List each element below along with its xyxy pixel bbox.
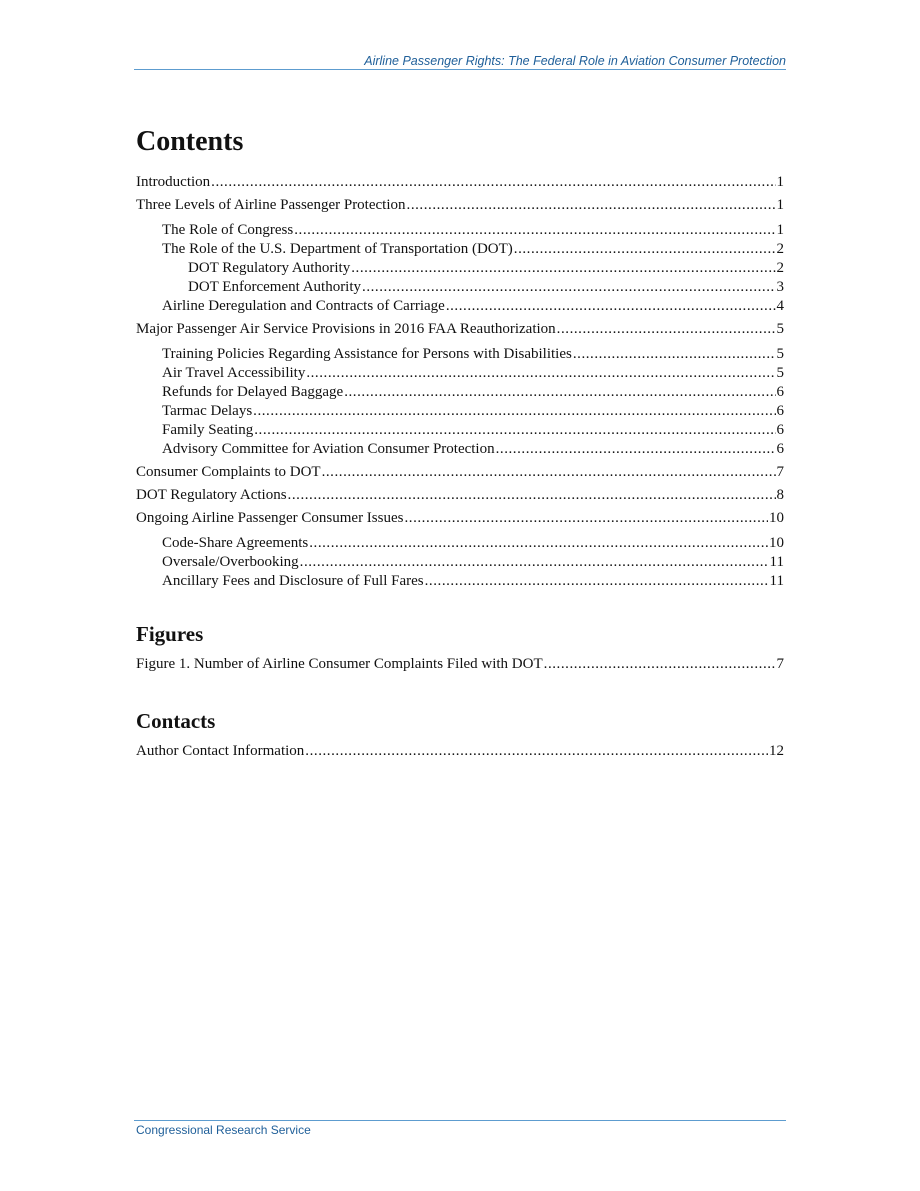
dot-leader (211, 173, 775, 192)
toc-entry[interactable] (136, 553, 784, 572)
toc-entry[interactable] (136, 297, 784, 316)
dot-leader (514, 240, 776, 259)
toc-entry-title: Author Contact Information (136, 743, 305, 759)
contacts-list (136, 742, 784, 761)
running-header-title: Airline Passenger Rights: The Federal Role in Aviation Consumer Protection (364, 54, 786, 68)
toc-entry[interactable] (136, 742, 784, 761)
toc-entry-page: 5 (776, 346, 784, 362)
dot-leader (351, 259, 775, 278)
toc-entry[interactable] (136, 572, 784, 591)
toc-entry-title: Introduction (136, 174, 211, 190)
toc-entry[interactable] (136, 259, 784, 278)
toc-entry-page: 2 (776, 260, 784, 276)
footer-rule (134, 1120, 786, 1121)
toc-entry-title: Advisory Committee for Aviation Consumer Protection (162, 441, 495, 457)
toc-entry[interactable] (136, 534, 784, 553)
contents-heading: Contents (136, 126, 244, 157)
dot-leader (344, 383, 775, 402)
toc-entry-title: DOT Enforcement Authority (188, 279, 362, 295)
toc-entry[interactable] (136, 364, 784, 383)
toc-entry-title: The Role of the U.S. Department of Transportation (DOT) (162, 241, 513, 257)
toc-entry-page: 7 (776, 464, 784, 480)
toc-entry-page: 11 (769, 554, 784, 570)
toc-entry-title: Ongoing Airline Passenger Consumer Issues (136, 510, 404, 526)
toc-entry[interactable] (136, 486, 784, 505)
spacer (136, 674, 784, 708)
toc-entry-page: 6 (776, 422, 784, 438)
dot-leader (496, 440, 776, 459)
toc-entry-title: Ancillary Fees and Disclosure of Full Fares (162, 573, 424, 589)
dot-leader (300, 553, 769, 572)
toc-entry-page: 1 (776, 197, 784, 213)
toc-entry-title: Code-Share Agreements (162, 535, 309, 551)
dot-leader (573, 345, 776, 364)
dot-leader (306, 364, 775, 383)
toc-entry[interactable] (136, 440, 784, 459)
dot-leader (557, 320, 776, 339)
dot-leader (425, 572, 769, 591)
toc-entry[interactable] (136, 421, 784, 440)
toc-entry-title: Major Passenger Air Service Provisions in 2016 FAA Reauthorization (136, 321, 556, 337)
toc-entry-page: 4 (776, 298, 784, 314)
toc-entry[interactable] (136, 655, 784, 674)
toc-entry[interactable] (136, 509, 784, 528)
toc-entry-page: 8 (776, 487, 784, 503)
toc-entry-page: 5 (776, 365, 784, 381)
toc-entry-title: Figure 1. Number of Airline Consumer Complaints Filed with DOT (136, 656, 543, 672)
toc-entry-title: Air Travel Accessibility (162, 365, 306, 381)
dot-leader (544, 655, 776, 674)
toc-entry-page: 3 (776, 279, 784, 295)
toc-entry-page: 2 (776, 241, 784, 257)
toc-entry[interactable] (136, 345, 784, 364)
toc-entry[interactable] (136, 383, 784, 402)
dot-leader (322, 463, 776, 482)
toc-entry-page: 6 (776, 441, 784, 457)
toc-entry[interactable] (136, 240, 784, 259)
toc-entry-title: Training Policies Regarding Assistance for Persons with Disabilities (162, 346, 572, 362)
toc-entry-title: The Role of Congress (162, 222, 294, 238)
toc-entry-page: 1 (776, 222, 784, 238)
footer-organization: Congressional Research Service (136, 1123, 311, 1137)
toc-entry-title: Oversale/Overbooking (162, 554, 299, 570)
toc-entry[interactable] (136, 278, 784, 297)
toc-entry-title: Consumer Complaints to DOT (136, 464, 321, 480)
dot-leader (309, 534, 768, 553)
dot-leader (288, 486, 776, 505)
toc-entry[interactable] (136, 173, 784, 192)
spacer (136, 591, 784, 621)
toc-entry-title: Tarmac Delays (162, 403, 253, 419)
figures-list (136, 655, 784, 674)
toc-entry-page: 1 (776, 174, 784, 190)
toc-page-body (136, 125, 784, 761)
toc-entry-page: 5 (776, 321, 784, 337)
toc-entry-page: 6 (776, 403, 784, 419)
dot-leader (305, 742, 768, 761)
toc-entry-title: DOT Regulatory Actions (136, 487, 287, 503)
dot-leader (253, 402, 775, 421)
toc-entry[interactable] (136, 320, 784, 339)
toc-entry-page: 6 (776, 384, 784, 400)
header-rule (134, 69, 786, 70)
figures-heading: Figures (136, 622, 204, 646)
toc-entry-page: 7 (776, 656, 784, 672)
dot-leader (254, 421, 775, 440)
dot-leader (446, 297, 776, 316)
dot-leader (362, 278, 775, 297)
toc-entry-title: Three Levels of Airline Passenger Protection (136, 197, 406, 213)
toc-entry-page: 12 (769, 743, 784, 759)
contents-list (136, 173, 784, 591)
toc-entry[interactable] (136, 221, 784, 240)
toc-entry-page: 11 (769, 573, 784, 589)
dot-leader (407, 196, 776, 215)
toc-entry-title: DOT Regulatory Authority (188, 260, 351, 276)
toc-entry-title: Refunds for Delayed Baggage (162, 384, 344, 400)
toc-entry-page: 10 (769, 510, 784, 526)
toc-entry-title: Airline Deregulation and Contracts of Carriage (162, 298, 445, 314)
contacts-heading: Contacts (136, 709, 216, 733)
toc-entry[interactable] (136, 196, 784, 215)
toc-entry[interactable] (136, 402, 784, 421)
dot-leader (404, 509, 768, 528)
toc-entry[interactable] (136, 463, 784, 482)
toc-entry-title: Family Seating (162, 422, 254, 438)
dot-leader (294, 221, 775, 240)
toc-entry-page: 10 (769, 535, 784, 551)
